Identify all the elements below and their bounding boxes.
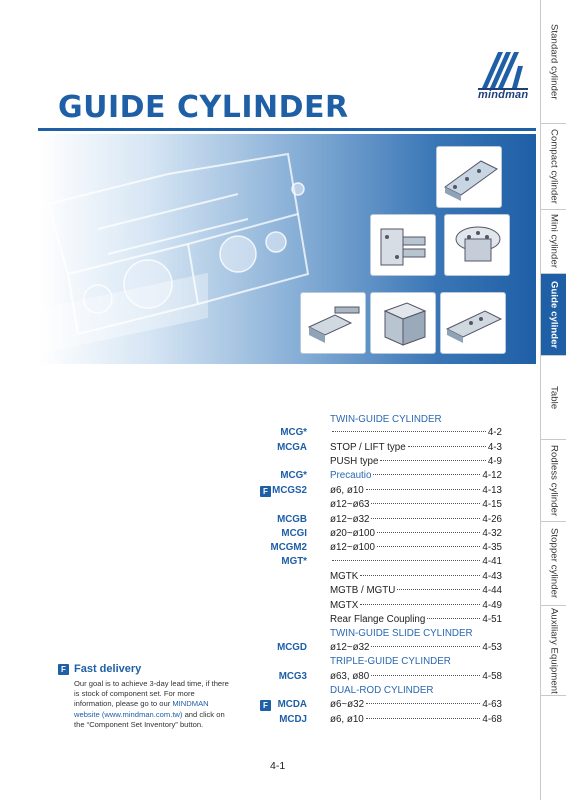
leader-dots <box>397 589 480 590</box>
fast-delivery-badge: F <box>260 700 271 711</box>
tab-auxiliary-equipment[interactable] <box>541 606 566 696</box>
fast-delivery-text: Our goal is to achieve 3-day lead time, if there is stock of component set. For more information, please go to our MINDMAN website (www.mindman.com.tw) and click on the “Component Set Inventory” button. <box>74 679 229 729</box>
model-code: MCG* <box>280 427 307 438</box>
product-thumbnail <box>370 292 436 354</box>
row-description <box>330 614 502 625</box>
leader-dots <box>371 503 480 504</box>
contents-row[interactable] <box>258 571 502 585</box>
row-label: ø6, ø10 <box>330 485 364 496</box>
leader-dots <box>332 560 480 561</box>
row-description <box>330 642 502 653</box>
row-label: PUSH type <box>330 456 379 467</box>
tab-guide-cylinder[interactable] <box>541 274 566 356</box>
contents-row[interactable] <box>258 714 502 728</box>
leader-dots <box>371 646 480 647</box>
product-thumbnail <box>370 214 436 276</box>
contents-row[interactable] <box>258 456 502 470</box>
row-label: ø20~ø100 <box>330 528 375 539</box>
section-heading: TRIPLE-GUIDE CYLINDER <box>330 656 451 667</box>
tab-label: Auxiliary Equipment <box>548 607 560 694</box>
leader-dots <box>408 446 486 447</box>
contents-row[interactable] <box>258 585 502 599</box>
product-thumbnail <box>444 214 510 276</box>
row-label: MGTB / MGTU <box>330 585 396 596</box>
row-description <box>330 600 502 611</box>
product-thumbnail <box>300 292 366 354</box>
page-ref: 4-26 <box>482 514 502 525</box>
round-flange-icon <box>445 215 510 276</box>
tab-label: Standard cylinder <box>548 23 560 100</box>
row-description <box>330 585 502 596</box>
model-code: MCGI <box>281 528 307 539</box>
title-rule <box>38 128 536 131</box>
model-code: MCG3 <box>278 671 307 682</box>
page-ref: 4-49 <box>482 600 502 611</box>
contents-row[interactable] <box>258 556 502 570</box>
contents-row[interactable] <box>258 427 502 441</box>
section-heading: TWIN-GUIDE CYLINDER <box>330 414 442 425</box>
row-label: ø12~ø32 <box>330 642 370 653</box>
row-description <box>330 470 502 481</box>
leader-dots <box>371 675 480 676</box>
page-ref: 4-32 <box>482 528 502 539</box>
model-code: MCGM2 <box>270 542 307 553</box>
page-ref: 4-2 <box>487 427 502 438</box>
tab-stopper-cylinder[interactable] <box>541 522 566 606</box>
model-code: MCG* <box>280 470 307 481</box>
row-description <box>330 671 502 682</box>
tab-rodless-cylinder[interactable] <box>541 440 566 522</box>
page-ref: 4-41 <box>482 556 502 567</box>
page-ref: 4-12 <box>482 470 502 481</box>
model-code: MCGD <box>277 642 307 653</box>
row-label: ø63, ø80 <box>330 671 370 682</box>
row-description <box>330 714 502 725</box>
page-ref: 4-13 <box>482 485 502 496</box>
leader-dots <box>360 604 480 605</box>
tab-label: Guide cylinder <box>548 280 560 349</box>
row-description <box>330 556 502 567</box>
leader-dots <box>427 618 480 619</box>
tab-label: Mini cylinder <box>548 214 560 269</box>
row-label: MGTX <box>330 600 359 611</box>
model-code: MCGS2 <box>272 485 307 496</box>
fast-delivery-title: Fast delivery <box>74 663 142 675</box>
row-label: MGTK <box>330 571 359 582</box>
row-description <box>330 427 502 438</box>
website-link[interactable]: MINDMAN website (www.mindman.com.tw) <box>74 699 209 719</box>
leader-dots <box>366 703 480 704</box>
page-ref: 4-35 <box>482 542 502 553</box>
page-ref: 4-68 <box>482 714 502 725</box>
tab-standard-cylinder[interactable] <box>541 0 566 124</box>
model-code: MCDA <box>277 699 307 710</box>
row-label: ø6, ø10 <box>330 714 364 725</box>
page-ref: 4-15 <box>482 499 502 510</box>
model-code: MCGB <box>277 514 307 525</box>
contents-row[interactable] <box>258 542 502 556</box>
tab-label: Table <box>548 385 560 410</box>
tab-table[interactable] <box>541 356 566 440</box>
model-code: MCGA <box>277 442 307 453</box>
tab-label: Compact cylinder <box>548 129 560 204</box>
contents-row[interactable] <box>258 642 502 656</box>
leader-dots <box>377 546 480 547</box>
row-description <box>330 699 502 710</box>
page-ref: 4-9 <box>487 456 502 467</box>
row-label: ø12~ø32 <box>330 514 370 525</box>
contents-row[interactable] <box>258 442 502 456</box>
model-code: MGT* <box>281 556 307 567</box>
row-description <box>330 442 502 453</box>
chapter-tab-bar <box>540 0 566 800</box>
leader-dots <box>366 718 481 719</box>
row-label: ø12~ø100 <box>330 542 375 553</box>
leader-dots <box>360 575 480 576</box>
contents-row[interactable] <box>258 699 502 713</box>
row-description <box>330 528 502 539</box>
row-description <box>330 514 502 525</box>
compact-guide-icon <box>301 293 366 354</box>
leader-dots <box>373 474 480 475</box>
contents-row[interactable] <box>258 614 502 628</box>
page-ref: 4-58 <box>482 671 502 682</box>
tab-label: Stopper cylinder <box>548 528 560 599</box>
row-label: STOP / LIFT type <box>330 442 406 453</box>
page-ref: 4-3 <box>487 442 502 453</box>
leader-dots <box>380 460 485 461</box>
tab-label: Rodless cylinder <box>548 444 560 517</box>
guide-cylinder-icon <box>371 215 436 276</box>
row-description <box>330 542 502 553</box>
row-label: Precautio <box>330 470 372 481</box>
leader-dots <box>366 489 481 490</box>
row-description <box>330 571 502 582</box>
contents-row[interactable] <box>258 470 502 484</box>
tab-mini-cylinder[interactable] <box>541 210 566 274</box>
contents-row[interactable] <box>258 600 502 614</box>
brand-wordmark: mindman <box>478 89 529 101</box>
contents-row[interactable] <box>258 671 502 685</box>
contents-row[interactable] <box>258 528 502 542</box>
row-label: Rear Flange Coupling <box>330 614 426 625</box>
model-code: MCDJ <box>279 714 307 725</box>
row-label: ø12~ø63 <box>330 499 370 510</box>
fast-delivery-badge: F <box>58 664 69 675</box>
page-ref: 4-53 <box>482 642 502 653</box>
long-slide-icon <box>441 293 506 354</box>
leader-dots <box>332 431 486 432</box>
section-heading: DUAL-ROD CYLINDER <box>330 685 434 696</box>
section-heading: TWIN-GUIDE SLIDE CYLINDER <box>330 628 473 639</box>
product-banner <box>38 134 536 364</box>
contents-row[interactable] <box>258 485 502 499</box>
contents-row[interactable] <box>258 499 502 513</box>
block-cylinder-icon <box>371 293 436 354</box>
tab-compact-cylinder[interactable] <box>541 124 566 210</box>
page-title: GUIDE CYLINDER <box>58 90 349 125</box>
page-number: 4-1 <box>270 760 286 772</box>
page-ref: 4-63 <box>482 699 502 710</box>
page-ref: 4-43 <box>482 571 502 582</box>
row-label: ø6~ø32 <box>330 699 365 710</box>
row-description <box>330 499 502 510</box>
guide-cylinder-illustration <box>38 134 338 364</box>
page-ref: 4-51 <box>482 614 502 625</box>
product-thumbnail <box>440 292 506 354</box>
leader-dots <box>377 532 480 533</box>
row-description <box>330 485 502 496</box>
fast-delivery-badge: F <box>260 486 271 497</box>
contents-row[interactable] <box>258 514 502 528</box>
slide-table-icon <box>437 147 502 208</box>
row-description <box>330 456 502 467</box>
product-thumbnail <box>436 146 502 208</box>
page-ref: 4-44 <box>482 585 502 596</box>
leader-dots <box>371 518 480 519</box>
